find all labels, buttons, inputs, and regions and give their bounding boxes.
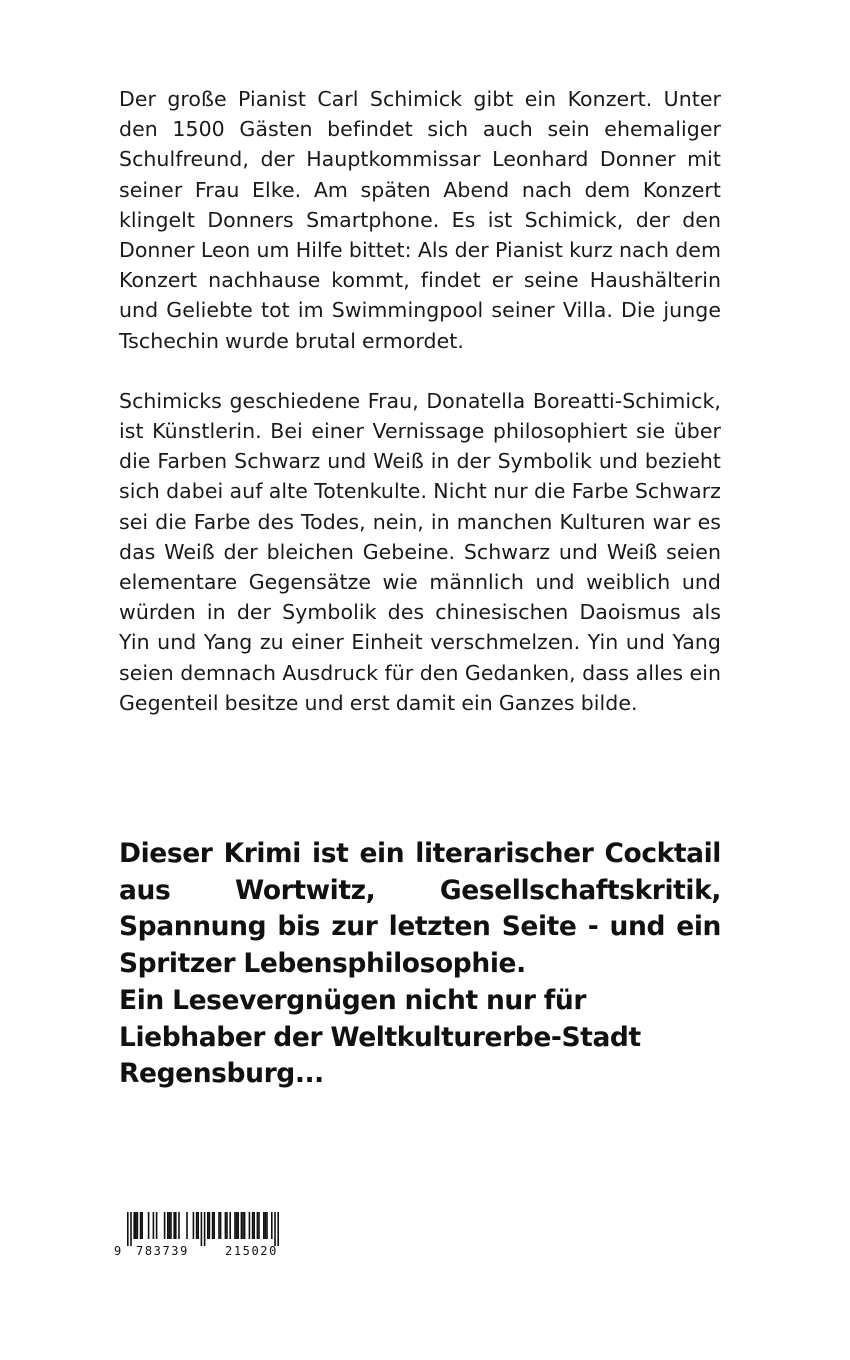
blurb-part-1: Dieser Krimi ist ein literarischer Cocktail aus Wortwitz, Gesellschaftskritik, Spannung bis zur letzten Seite - und ein Spritzer Lebensphilosophie. (119, 838, 721, 980)
barcode-bar (226, 1212, 228, 1239)
barcode-bar (253, 1212, 255, 1239)
barcode-bars (114, 1212, 300, 1246)
barcode-bar (193, 1212, 195, 1239)
barcode-bar (207, 1212, 209, 1239)
barcode-guard-bar (201, 1212, 203, 1246)
barcode-bar (167, 1212, 169, 1239)
barcode-bar (241, 1212, 243, 1239)
barcode-bar (135, 1212, 137, 1239)
barcode-bar (271, 1212, 273, 1239)
barcode-bar (266, 1212, 268, 1239)
synopsis-paragraph-1: Der große Pianist Carl Schimick gibt ein Konzert. Unter den 1500 Gästen befindet sich auch sein ehemaliger Schulfreund, der Hauptkommissar Leonhard Donner mit seiner Frau Elke. Am späten Abend nach dem Konzert klingelt Donners Smartphone. Es ist Schimick, der den Donner Leon um Hilfe bittet: Als der Pianist kurz nach dem Konzert nachhause kommt, findet er seine Haushälterin und Geliebte tot im Swimmingpool seiner Villa. Die junge Tschechin wurde brutal ermordet. (119, 87, 721, 353)
barcode-guard-bar (130, 1212, 132, 1246)
barcode-bar (212, 1212, 214, 1239)
barcode-bar (186, 1212, 188, 1239)
barcode-bar (220, 1212, 222, 1239)
synopsis (119, 84, 721, 718)
barcode-bar (237, 1212, 239, 1239)
barcode-guard-bar (274, 1212, 276, 1246)
barcode-bar (196, 1212, 198, 1239)
barcode-bar (153, 1212, 155, 1239)
barcode-bar (236, 1212, 238, 1239)
barcode-bar (133, 1212, 135, 1239)
barcode-bar (148, 1212, 150, 1239)
barcode-right-digits: 215020 (225, 1244, 278, 1258)
barcode-bar (173, 1212, 175, 1239)
synopsis-paragraph-2: Schimicks geschiedene Frau, Donatella Boreatti-Schimick, ist Künstlerin. Bei einer Vernissage philosophiert sie über die Farben Schwarz und Weiß in der Symbolik und bezieht sich dabei auf alte Totenkulte. Nicht nur die Farbe Schwarz sei die Farbe des Todes, nein, in manchen Kulturen war es das Weiß der bleichen Gebeine. Schwarz und Weiß seien elementare Gegensätze wie männlich und weiblich und würden in der Symbolik des chinesischen Daoismus als Yin und Yang zu einer Einheit verschmelzen. Yin und Yang seien demnach Ausdruck für den Gedanken, dass alles ein Gegenteil besitze und erst damit ein Ganzes bilde. (119, 388, 721, 715)
barcode-bar (265, 1212, 267, 1239)
isbn-barcode (114, 1212, 300, 1262)
barcode-guard-bar (277, 1212, 279, 1246)
barcode-bar (225, 1212, 227, 1239)
barcode-bar (178, 1212, 180, 1239)
barcode-bar (213, 1212, 215, 1239)
barcode-bar (218, 1212, 220, 1239)
barcode-digits (114, 1244, 300, 1262)
barcode-bar (209, 1212, 211, 1239)
barcode-guard-bar (127, 1212, 129, 1246)
barcode-bar (263, 1212, 265, 1239)
barcode-bar (258, 1212, 260, 1239)
barcode-lead-digit: 9 (114, 1244, 122, 1258)
blurb (119, 836, 721, 1093)
barcode-bar (244, 1212, 246, 1239)
barcode-left-digits: 783739 (136, 1244, 189, 1258)
blurb-part-2: Ein Lesevergnügen nicht nur für Liebhaber der Weltkulturerbe-Stadt Regensburg... (119, 984, 641, 1090)
barcode-bar (156, 1212, 158, 1239)
barcode-bar (140, 1212, 142, 1239)
barcode-bar (229, 1212, 231, 1239)
barcode-bar (169, 1212, 171, 1239)
barcode-bar (170, 1212, 172, 1239)
barcode-bar (242, 1212, 244, 1239)
barcode-bar (249, 1212, 251, 1239)
barcode-bar (197, 1212, 199, 1239)
barcode-guard-bar (204, 1212, 206, 1246)
barcode-bar (137, 1212, 139, 1239)
barcode-bar (164, 1212, 166, 1239)
barcode-bar (234, 1212, 236, 1239)
barcode-bar (175, 1212, 177, 1239)
barcode-bar (141, 1212, 143, 1239)
barcode-bar (257, 1212, 259, 1239)
barcode-bar (252, 1212, 254, 1239)
